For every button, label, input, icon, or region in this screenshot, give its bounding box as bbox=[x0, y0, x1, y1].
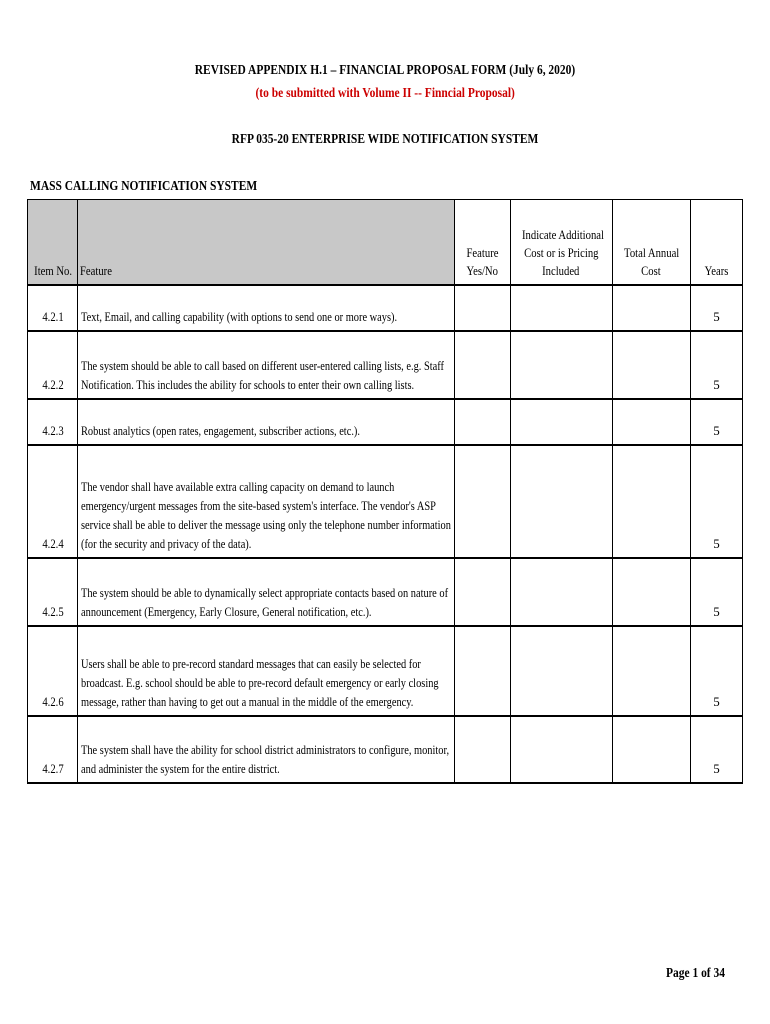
item-number-cell: 4.2.5 bbox=[28, 558, 78, 626]
feature-yes-no-input[interactable] bbox=[454, 331, 510, 399]
years-cell: 5 bbox=[690, 716, 742, 783]
total-annual-cost-input[interactable] bbox=[612, 716, 690, 783]
years-cell: 5 bbox=[690, 626, 742, 716]
item-number-cell: 4.2.7 bbox=[28, 716, 78, 783]
additional-cost-input[interactable] bbox=[510, 331, 612, 399]
feature-cell: Text, Email, and calling capability (with options to send one or more ways). bbox=[78, 285, 455, 331]
additional-cost-input[interactable] bbox=[510, 716, 612, 783]
header-feature: Feature bbox=[78, 200, 455, 286]
table-row bbox=[28, 285, 743, 331]
feature-yes-no-input[interactable] bbox=[454, 285, 510, 331]
total-annual-cost-input[interactable] bbox=[612, 285, 690, 331]
feature-yes-no-input[interactable] bbox=[454, 558, 510, 626]
additional-cost-input[interactable] bbox=[510, 399, 612, 445]
rfp-title bbox=[0, 132, 770, 148]
document-title bbox=[0, 63, 770, 79]
table-row bbox=[28, 399, 743, 445]
years-cell: 5 bbox=[690, 558, 742, 626]
feature-yes-no-input[interactable] bbox=[454, 716, 510, 783]
page-number bbox=[666, 966, 738, 982]
feature-yes-no-input[interactable] bbox=[454, 445, 510, 558]
section-heading bbox=[30, 179, 307, 195]
section-heading-text: MASS CALLING NOTIFICATION SYSTEM bbox=[30, 179, 258, 194]
feature-cell: The vendor shall have available extra calling capacity on demand to launch emergency/urgent messages from the site-based system's interface. The vendor's ASP service shall be able to deliver the message using only the telephone number information (for the security and privacy of the data). bbox=[78, 445, 455, 558]
rfp-title-text: RFP 035-20 ENTERPRISE WIDE NOTIFICATION SYSTEM bbox=[231, 132, 539, 147]
additional-cost-input[interactable] bbox=[510, 626, 612, 716]
years-cell: 5 bbox=[690, 399, 742, 445]
feature-cell: Users shall be able to pre-record standard messages that can easily be selected for broadcast. E.g. school should be able to pre-record default emergency or early closing message, rather than having to get out a manual in the middle of the emergency. bbox=[78, 626, 455, 716]
feature-yes-no-input[interactable] bbox=[454, 399, 510, 445]
table-row bbox=[28, 445, 743, 558]
item-number-cell: 4.2.3 bbox=[28, 399, 78, 445]
feature-cell: Robust analytics (open rates, engagement, subscriber actions, etc.). bbox=[78, 399, 455, 445]
total-annual-cost-input[interactable] bbox=[612, 399, 690, 445]
item-number-cell: 4.2.2 bbox=[28, 331, 78, 399]
table-row bbox=[28, 626, 743, 716]
feature-yes-no-input[interactable] bbox=[454, 626, 510, 716]
document-subtitle bbox=[0, 86, 770, 102]
total-annual-cost-input[interactable] bbox=[612, 626, 690, 716]
feature-cell: The system should be able to dynamically select appropriate contacts based on nature of announcement (Emergency, Early Closure, General notification, etc.). bbox=[78, 558, 455, 626]
table-row bbox=[28, 558, 743, 626]
feature-cell: The system should be able to call based on different user-entered calling lists, e.g. Staff Notification. This includes the ability for schools to enter their own calling lists. bbox=[78, 331, 455, 399]
header-years: Years bbox=[690, 200, 742, 286]
item-number-cell: 4.2.6 bbox=[28, 626, 78, 716]
additional-cost-input[interactable] bbox=[510, 558, 612, 626]
pricing-table bbox=[27, 199, 743, 784]
years-cell: 5 bbox=[690, 331, 742, 399]
table-header-row bbox=[28, 200, 743, 286]
table-row bbox=[28, 331, 743, 399]
total-annual-cost-input[interactable] bbox=[612, 331, 690, 399]
total-annual-cost-input[interactable] bbox=[612, 445, 690, 558]
document-title-text: REVISED APPENDIX H.1 – FINANCIAL PROPOSAL FORM (July 6, 2020) bbox=[194, 63, 576, 78]
feature-cell: The system shall have the ability for school district administrators to configure, monitor, and administer the system for the entire district. bbox=[78, 716, 455, 783]
header-indicate-additional-cost: Indicate Additional Cost or is Pricing Included bbox=[510, 200, 612, 286]
years-cell: 5 bbox=[690, 445, 742, 558]
additional-cost-input[interactable] bbox=[510, 445, 612, 558]
table-row bbox=[28, 716, 743, 783]
header-total-annual-cost: Total Annual Cost bbox=[612, 200, 690, 286]
additional-cost-input[interactable] bbox=[510, 285, 612, 331]
page-number-text: Page 1 of 34 bbox=[666, 966, 725, 981]
header-feature-yes-no: Feature Yes/No bbox=[454, 200, 510, 286]
item-number-cell: 4.2.4 bbox=[28, 445, 78, 558]
years-cell: 5 bbox=[690, 285, 742, 331]
total-annual-cost-input[interactable] bbox=[612, 558, 690, 626]
item-number-cell: 4.2.1 bbox=[28, 285, 78, 331]
header-item-no: Item No. bbox=[28, 200, 78, 286]
document-subtitle-text: (to be submitted with Volume II -- Finncial Proposal) bbox=[255, 86, 515, 101]
